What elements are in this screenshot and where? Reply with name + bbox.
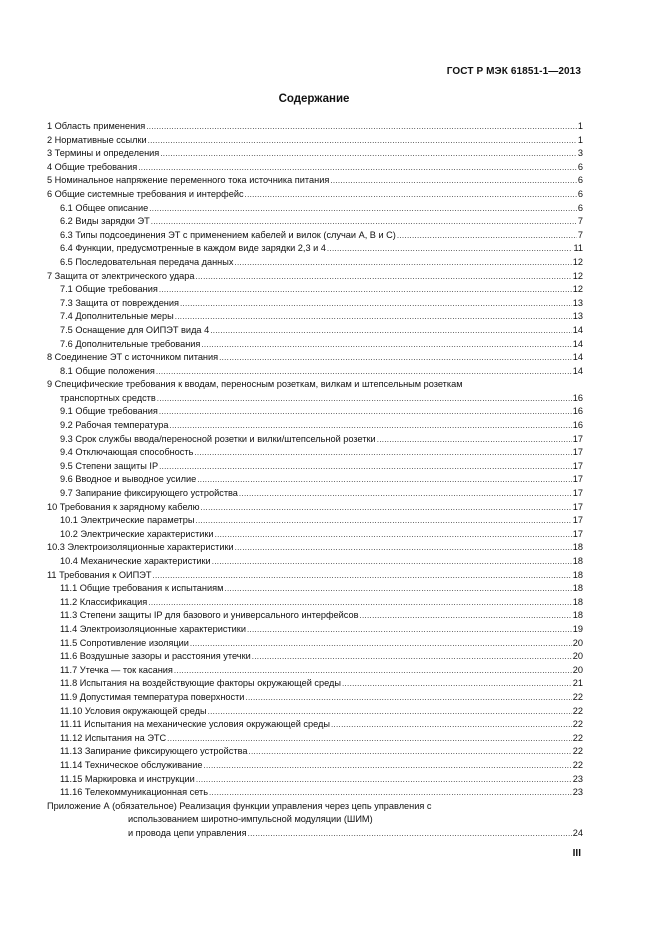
- toc-entry: [47, 134, 583, 148]
- toc-entry-label: 7 Защита от электрического удара: [47, 270, 195, 281]
- table-of-contents: [47, 120, 583, 840]
- toc-leader-dots: [160, 147, 577, 161]
- toc-entry-label: 11.7 Утечка — ток касания: [60, 664, 173, 675]
- toc-entry-label: 7.3 Защита от повреждения: [60, 297, 179, 308]
- toc-leader-dots: [248, 745, 571, 759]
- toc-entry-page: 12: [572, 256, 583, 267]
- toc-entry: [47, 637, 583, 651]
- toc-entry-page: 17: [572, 474, 583, 485]
- toc-leader-dots: [247, 623, 572, 637]
- toc-entry-page: 6: [577, 175, 583, 186]
- toc-entry-page: 18: [572, 542, 583, 553]
- toc-entry-label: 9.3 Срок службы ввода/переносной розетки и вилки/штепсельной розетки: [60, 433, 376, 444]
- toc-entry-label: 11.2 Классификация: [60, 596, 148, 607]
- toc-entry-label: 10.3 Электроизоляционные характеристики: [47, 542, 234, 553]
- toc-entry: [47, 270, 583, 284]
- toc-leader-dots: [152, 569, 571, 583]
- toc-entry-label: 6.5 Последовательная передача данных: [60, 256, 234, 267]
- toc-entry-page: 18: [572, 596, 583, 607]
- toc-entry-label: 11.10 Условия окружающей среды: [60, 705, 207, 716]
- toc-entry: [47, 487, 583, 501]
- toc-entry: [47, 541, 583, 555]
- toc-entry-label: 1 Область применения: [47, 121, 146, 131]
- toc-leader-dots: [170, 419, 572, 433]
- toc-leader-dots: [209, 786, 572, 800]
- toc-entry-label: 7.6 Дополнительные требования: [60, 338, 201, 349]
- page-number: III: [572, 848, 581, 859]
- toc-entry: [47, 229, 583, 243]
- toc-leader-dots: [146, 120, 577, 134]
- toc-entry-page: 7: [577, 229, 583, 240]
- toc-leader-dots: [215, 528, 572, 542]
- toc-entry: [47, 650, 583, 664]
- toc-entry: [47, 705, 583, 719]
- toc-entry-page: 20: [572, 651, 583, 662]
- toc-leader-dots: [180, 297, 572, 311]
- toc-entry-label: Приложение А (обязательное) Реализация функции управления через цепь управления с: [47, 800, 432, 811]
- toc-entry-label: 6.2 Виды зарядки ЭТ: [60, 216, 150, 227]
- toc-entry: [47, 378, 583, 392]
- toc-leader-dots: [196, 270, 572, 284]
- toc-entry: [47, 188, 583, 202]
- toc-entry-label: 7.5 Оснащение для ОИПЭТ вида 4: [60, 324, 210, 335]
- toc-entry-label: 10.1 Электрические параметры: [60, 515, 195, 526]
- toc-entry-page: 13: [572, 297, 583, 308]
- toc-entry-page: 12: [572, 270, 583, 281]
- toc-entry: [47, 501, 583, 515]
- toc-entry-label: 11.8 Испытания на воздействующие факторы окружающей среды: [60, 678, 342, 689]
- toc-entry: [47, 256, 583, 270]
- toc-entry-label: 5 Номинальное напряжение переменного тока источника питания: [47, 175, 330, 186]
- toc-entry: [47, 732, 583, 746]
- toc-entry: [47, 596, 583, 610]
- toc-entry: [47, 365, 583, 379]
- toc-entry: [47, 827, 583, 841]
- toc-entry-label: 9.7 Запирание фиксирующего устройства: [60, 488, 238, 499]
- toc-entry: [47, 120, 583, 134]
- toc-entry-label: 11.9 Допустимая температура поверхности: [60, 691, 245, 702]
- toc-entry-label: 4 Общие требования: [47, 161, 138, 172]
- toc-entry: [47, 664, 583, 678]
- document-header-id: ГОСТ Р МЭК 61851-1—2013: [446, 66, 581, 77]
- toc-entry-page: 22: [572, 732, 583, 743]
- toc-entry-label: 11.4 Электроизоляционные характеристики: [60, 623, 246, 634]
- toc-entry-page: 21: [572, 678, 583, 689]
- toc-entry: [47, 351, 583, 365]
- toc-entry-page: 16: [572, 420, 583, 431]
- toc-entry-label: 6.1 Общее описание: [60, 202, 149, 213]
- toc-entry-label: 6.4 Функции, предусмотренные в каждом виде зарядки 2,3 и 4: [60, 243, 326, 254]
- toc-entry: [47, 745, 583, 759]
- toc-entry-page: 18: [572, 610, 583, 621]
- toc-entry-label: 8 Соединение ЭТ с источником питания: [47, 352, 219, 363]
- toc-entry-page: 17: [572, 501, 583, 512]
- toc-leader-dots: [159, 283, 572, 297]
- toc-entry-page: 22: [572, 759, 583, 770]
- toc-leader-dots: [201, 501, 572, 515]
- toc-leader-dots: [239, 487, 572, 501]
- toc-entry-label: 9.2 Рабочая температура: [60, 420, 169, 431]
- toc-entry: [47, 324, 583, 338]
- toc-leader-dots: [201, 338, 571, 352]
- toc-entry: [47, 215, 583, 229]
- toc-entry-label: 9.4 Отключающая способность: [60, 447, 194, 458]
- toc-entry-label: 2 Нормативные ссылки: [47, 134, 147, 145]
- toc-leader-dots: [148, 596, 571, 610]
- toc-leader-dots: [197, 473, 572, 487]
- toc-entry-label: 8.1 Общие положения: [60, 365, 155, 376]
- toc-entry-label: 11.3 Степени защиты IP для базового и универсального интерфейсов: [60, 610, 359, 621]
- toc-entry-page: 23: [572, 787, 583, 798]
- toc-entry-page: 6: [577, 161, 583, 172]
- toc-leader-dots: [138, 161, 577, 175]
- toc-entry-page: 11: [573, 243, 583, 254]
- toc-leader-dots: [331, 718, 572, 732]
- toc-leader-dots: [245, 691, 571, 705]
- toc-entry-page: 23: [572, 773, 583, 784]
- toc-entry: [47, 338, 583, 352]
- toc-entry: [47, 283, 583, 297]
- toc-entry-label: 11.16 Телекоммуникационная сеть: [60, 787, 209, 798]
- toc-entry-page: 17: [572, 515, 583, 526]
- toc-entry: [47, 147, 583, 161]
- toc-entry-label: 6.3 Типы подсоединения ЭТ с применением кабелей и вилок (случаи А, В и С): [60, 229, 396, 240]
- toc-entry: [47, 800, 583, 814]
- toc-leader-dots: [330, 174, 577, 188]
- toc-entry-label: 9.5 Степени защиты IP: [60, 460, 159, 471]
- toc-entry-page: 14: [572, 365, 583, 376]
- toc-entry-page: 16: [572, 406, 583, 417]
- toc-entry-label: 9 Специфические требования к вводам, переносным розеткам, вилкам и штепсельным розеткам: [47, 379, 463, 390]
- toc-leader-dots: [167, 732, 572, 746]
- toc-entry-page: 22: [572, 691, 583, 702]
- toc-entry-label: 9.1 Общие требования: [60, 406, 158, 417]
- toc-leader-dots: [210, 324, 572, 338]
- toc-entry-page: 18: [572, 569, 583, 580]
- toc-leader-dots: [219, 351, 572, 365]
- toc-entry-page: 17: [572, 488, 583, 499]
- toc-leader-dots: [159, 405, 572, 419]
- toc-leader-dots: [245, 188, 577, 202]
- toc-leader-dots: [212, 555, 572, 569]
- toc-entry-page: 14: [572, 338, 583, 349]
- toc-entry: [47, 773, 583, 787]
- toc-entry-label: 11.5 Сопротивление изоляции: [60, 637, 189, 648]
- toc-entry-page: 1: [577, 121, 583, 131]
- toc-entry-label: 11.14 Техническое обслуживание: [60, 759, 203, 770]
- toc-entry-label: 11.15 Маркировка и инструкции: [60, 773, 195, 784]
- toc-leader-dots: [224, 582, 571, 596]
- toc-entry: [47, 759, 583, 773]
- toc-leader-dots: [235, 541, 572, 555]
- toc-leader-dots: [159, 460, 572, 474]
- toc-entry-page: 12: [572, 284, 583, 295]
- toc-entry-page: 18: [572, 583, 583, 594]
- toc-entry-label: 11.12 Испытания на ЭТС: [60, 732, 167, 743]
- toc-entry-page: 1: [577, 134, 583, 145]
- toc-entry-page: 6: [577, 202, 583, 213]
- toc-entry: [47, 623, 583, 637]
- toc-entry: [47, 392, 583, 406]
- toc-leader-dots: [359, 609, 571, 623]
- toc-entry-label: 10 Требования к зарядному кабелю: [47, 501, 200, 512]
- toc-entry: [47, 242, 583, 256]
- toc-entry: [47, 691, 583, 705]
- toc-leader-dots: [377, 433, 572, 447]
- toc-entry-page: 20: [572, 637, 583, 648]
- toc-entry-page: 3: [577, 148, 583, 159]
- toc-entry-page: 18: [572, 556, 583, 566]
- toc-entry: [47, 174, 583, 188]
- toc-entry-page: 7: [577, 216, 583, 227]
- toc-entry: [47, 786, 583, 800]
- toc-entry-label: 11.13 Запирание фиксирующего устройства: [60, 746, 248, 757]
- toc-leader-dots: [252, 650, 572, 664]
- toc-entry-label: 10.4 Механические характеристики: [60, 556, 211, 566]
- page-title: Содержание: [278, 93, 350, 105]
- toc-leader-dots: [175, 310, 572, 324]
- toc-leader-dots: [196, 773, 572, 787]
- toc-leader-dots: [327, 242, 573, 256]
- toc-entry: [47, 161, 583, 175]
- toc-entry-label: использованием широтно-импульсной модуляции (ШИМ): [128, 814, 373, 825]
- toc-leader-dots: [190, 637, 572, 651]
- toc-entry: [47, 405, 583, 419]
- toc-entry-page: 22: [572, 719, 583, 730]
- toc-entry-label: и провода цепи управления: [128, 827, 247, 838]
- toc-entry: [47, 433, 583, 447]
- toc-entry-page: 17: [572, 433, 583, 444]
- toc-entry-label: 10.2 Электрические характеристики: [60, 528, 214, 539]
- toc-entry: [47, 310, 583, 324]
- toc-entry-label: 9.6 Вводное и выводное усилие: [60, 474, 197, 485]
- toc-leader-dots: [397, 229, 577, 243]
- toc-entry: [47, 609, 583, 623]
- toc-entry-label: 11.11 Испытания на механические условия окружающей среды: [60, 719, 330, 730]
- toc-entry-page: 20: [572, 664, 583, 675]
- toc-entry: [47, 582, 583, 596]
- toc-leader-dots: [342, 677, 572, 691]
- toc-leader-dots: [174, 664, 572, 678]
- toc-leader-dots: [195, 514, 571, 528]
- toc-entry-page: 17: [572, 528, 583, 539]
- toc-entry: [47, 813, 583, 827]
- toc-leader-dots: [156, 365, 572, 379]
- toc-leader-dots: [248, 827, 572, 841]
- toc-entry-page: 14: [572, 324, 583, 335]
- toc-entry: [47, 718, 583, 732]
- toc-entry-label: транспортных средств: [60, 392, 156, 403]
- toc-entry-label: 11.6 Воздушные зазоры и расстояния утечки: [60, 651, 251, 662]
- toc-entry: [47, 528, 583, 542]
- toc-leader-dots: [234, 256, 571, 270]
- toc-entry-label: 11.1 Общие требования к испытаниям: [60, 583, 224, 594]
- toc-entry: [47, 419, 583, 433]
- toc-leader-dots: [149, 202, 577, 216]
- toc-entry-page: 22: [572, 746, 583, 757]
- toc-entry-page: 19: [572, 623, 583, 634]
- toc-entry-label: 7.4 Дополнительные меры: [60, 311, 174, 322]
- toc-leader-dots: [208, 705, 572, 719]
- toc-leader-dots: [148, 134, 577, 148]
- toc-leader-dots: [194, 446, 571, 460]
- toc-entry: [47, 569, 583, 583]
- toc-entry-label: 6 Общие системные требования и интерфейс: [47, 188, 244, 199]
- toc-leader-dots: [157, 392, 572, 406]
- toc-entry: [47, 555, 583, 569]
- toc-entry-page: 22: [572, 705, 583, 716]
- toc-entry: [47, 297, 583, 311]
- toc-entry-page: 16: [572, 392, 583, 403]
- toc-entry-label: 11 Требования к ОИПЭТ: [47, 569, 152, 580]
- toc-entry: [47, 677, 583, 691]
- toc-entry: [47, 473, 583, 487]
- toc-entry: [47, 460, 583, 474]
- toc-entry-page: 6: [577, 188, 583, 199]
- toc-entry: [47, 202, 583, 216]
- toc-entry-page: 24: [572, 827, 583, 838]
- toc-entry-label: 7.1 Общие требования: [60, 284, 158, 295]
- toc-leader-dots: [203, 759, 571, 773]
- toc-entry-page: 17: [572, 447, 583, 458]
- toc-entry-label: 3 Термины и определения: [47, 148, 160, 159]
- toc-entry-page: 13: [572, 311, 583, 322]
- toc-entry-page: 17: [572, 460, 583, 471]
- toc-entry: [47, 446, 583, 460]
- toc-leader-dots: [151, 215, 577, 229]
- toc-entry-page: 14: [572, 352, 583, 363]
- toc-entry: [47, 514, 583, 528]
